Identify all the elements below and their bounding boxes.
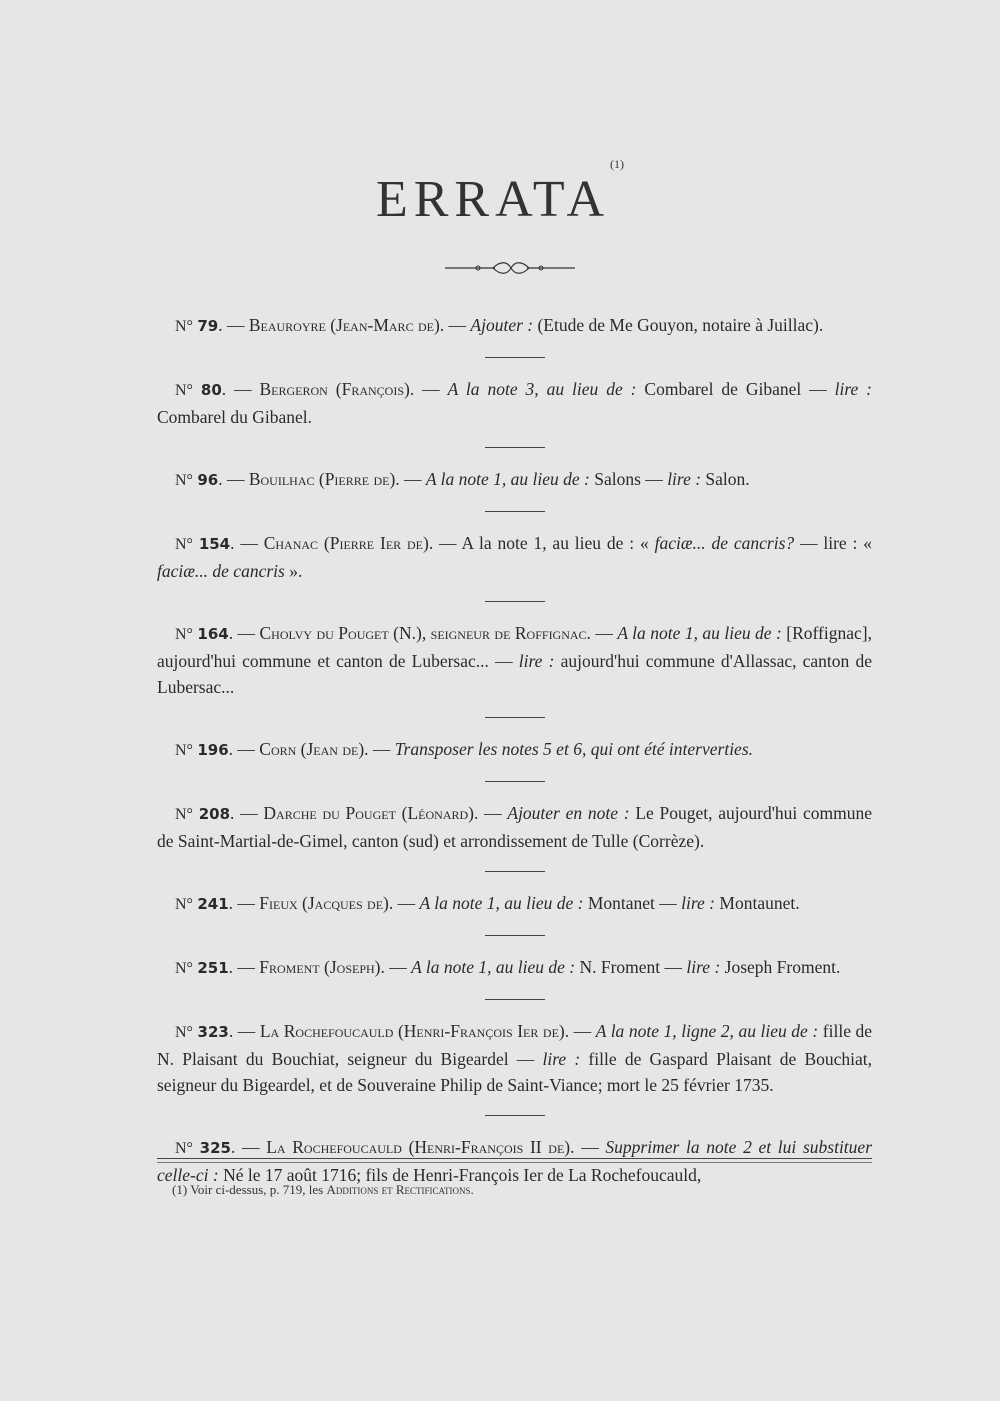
entry-name: . — Bouilhac (Pierre de). bbox=[218, 469, 400, 489]
footnote bbox=[172, 1182, 872, 1198]
entry-number-prefix: N° bbox=[175, 536, 193, 553]
entry-text: — bbox=[368, 739, 395, 759]
entry-text: — bbox=[569, 1021, 596, 1041]
entry-text: Montaunet. bbox=[715, 893, 800, 913]
entry-instruction: Transposer les notes 5 et 6, qui ont été interverties. bbox=[394, 739, 754, 759]
entry-name: . — Froment (Joseph). bbox=[228, 957, 385, 977]
entry-name: . — Cholvy du Pouget (N.), seigneur de Roffignac. bbox=[228, 623, 591, 643]
entry-instruction: Ajouter : bbox=[470, 315, 534, 335]
entry-number-prefix: N° bbox=[175, 960, 193, 977]
footnote-text: Voir ci-dessus, p. 719, les bbox=[190, 1182, 324, 1197]
footnote-smallcaps: Additions et Rectifications. bbox=[326, 1182, 474, 1197]
entry-number-prefix: N° bbox=[175, 1140, 193, 1157]
errata-entry bbox=[157, 954, 872, 982]
entry-separator bbox=[485, 601, 545, 602]
entry-number: 164 bbox=[197, 625, 229, 643]
errata-entry bbox=[157, 376, 872, 430]
entry-instruction: lire : bbox=[542, 1049, 581, 1069]
entry-instruction: A la note 1, au lieu de : bbox=[411, 957, 576, 977]
entry-number-prefix: N° bbox=[175, 382, 193, 399]
entry-text: Joseph Froment. bbox=[720, 957, 841, 977]
entry-separator bbox=[485, 935, 545, 936]
entry-instruction: lire : bbox=[686, 957, 721, 977]
entry-text: — bbox=[414, 379, 448, 399]
entry-indent bbox=[157, 739, 175, 759]
entry-indent bbox=[157, 1021, 175, 1041]
entry-indent bbox=[157, 315, 175, 335]
errata-entry bbox=[157, 1134, 872, 1188]
entry-text: — bbox=[393, 893, 420, 913]
entry-text: — bbox=[590, 623, 618, 643]
entry-indent bbox=[157, 893, 175, 913]
entry-number-prefix: N° bbox=[175, 472, 193, 489]
entry-instruction: faciæ... de cancris? bbox=[654, 533, 795, 553]
entry-text: fille de N. Plaisant du Bouchiat, seigneur du Bigeardel — bbox=[157, 1021, 873, 1069]
entry-separator bbox=[485, 447, 545, 448]
entry-indent bbox=[157, 623, 175, 643]
entry-number: 79 bbox=[197, 317, 219, 335]
entry-text: — bbox=[399, 469, 426, 489]
entry-instruction: faciæ... de cancris bbox=[157, 561, 285, 581]
entry-text: aujourd'hui commune d'Allassac, canton de Lubersac... bbox=[157, 651, 872, 697]
errata-entry bbox=[157, 466, 872, 494]
entry-indent bbox=[157, 1137, 175, 1157]
entry-separator bbox=[485, 871, 545, 872]
entry-number-prefix: N° bbox=[175, 318, 193, 335]
entry-text: — bbox=[384, 957, 412, 977]
entry-separator bbox=[485, 717, 545, 718]
errata-entry bbox=[157, 530, 872, 584]
entry-text: — bbox=[574, 1137, 606, 1157]
entry-name: . — Fieux (Jacques de). bbox=[228, 893, 394, 913]
entry-text: Le Pouget, aujourd'hui commune de Saint-Martial-de-Gimel, canton (sud) et arrondissement de Tulle (Corrèze). bbox=[157, 803, 873, 851]
entry-text: ». bbox=[284, 561, 303, 581]
entry-instruction: lire : bbox=[667, 469, 702, 489]
entry-instruction: A la note 1, au lieu de : bbox=[617, 623, 782, 643]
entry-text: — bbox=[478, 803, 508, 823]
entry-separator bbox=[485, 1115, 545, 1116]
entry-name: . — Beauroyre (Jean-Marc de). bbox=[218, 315, 445, 335]
entry-number: 96 bbox=[197, 471, 219, 489]
entry-instruction: Ajouter en note : bbox=[507, 803, 630, 823]
title-note-marker: (1) bbox=[610, 156, 625, 171]
entry-number: 80 bbox=[200, 381, 222, 399]
entry-separator bbox=[485, 999, 545, 1000]
entry-indent bbox=[157, 533, 175, 553]
entry-text: (Etude de Me Gouyon, notaire à Juillac). bbox=[533, 315, 824, 335]
title-text: ERRATA bbox=[375, 171, 611, 228]
entry-name: . — Bergeron (François). bbox=[221, 379, 415, 399]
entry-text: N. Froment — bbox=[575, 957, 687, 977]
entry-text: Combarel du Gibanel. bbox=[157, 407, 313, 427]
errata-entry bbox=[157, 312, 872, 340]
entry-name: . — La Rochefoucauld (Henri-François II de). bbox=[230, 1137, 575, 1157]
entry-number: 251 bbox=[197, 959, 229, 977]
entry-indent bbox=[157, 803, 175, 823]
entry-instruction: Supprimer la note 2 et lui substituer celle-ci : bbox=[157, 1137, 873, 1185]
entry-number-prefix: N° bbox=[175, 806, 193, 823]
errata-entries bbox=[157, 312, 872, 1188]
entry-indent bbox=[157, 469, 175, 489]
entry-text: Né le 17 août 1716; fils de Henri-François Ier de La Rochefoucauld, bbox=[218, 1165, 702, 1185]
entry-number: 208 bbox=[198, 805, 231, 823]
footnote-rule-secondary bbox=[157, 1162, 872, 1163]
entry-indent bbox=[157, 957, 175, 977]
entry-name: . — Chanac (Pierre Ier de). bbox=[230, 533, 434, 553]
entry-text: — bbox=[444, 315, 471, 335]
entry-number-prefix: N° bbox=[175, 626, 193, 643]
entry-instruction: lire : bbox=[518, 651, 555, 671]
entry-number: 323 bbox=[197, 1023, 229, 1041]
entry-text: — A la note 1, au lieu de : « bbox=[433, 533, 655, 553]
entry-name: . — Corn (Jean de). bbox=[228, 739, 369, 759]
errata-entry bbox=[157, 800, 872, 854]
errata-entry bbox=[157, 736, 872, 764]
entry-number: 154 bbox=[198, 535, 231, 553]
errata-entry bbox=[157, 1018, 872, 1098]
entry-indent bbox=[157, 379, 175, 399]
entry-number: 241 bbox=[197, 895, 229, 913]
entry-text: fille de Gaspard Plaisant de Bouchiat, seigneur du Bigeardel, et de Souveraine Philip de Saint-Viance; mort le 25 février 1735. bbox=[157, 1049, 873, 1095]
entry-instruction: A la note 1, au lieu de : bbox=[419, 893, 584, 913]
entry-number: 325 bbox=[199, 1139, 231, 1157]
entry-text: — lire : « bbox=[794, 533, 872, 553]
entry-text: Combarel de Gibanel — bbox=[636, 379, 835, 399]
entry-text: Montanet — bbox=[583, 893, 682, 913]
entry-text: Salons — bbox=[589, 469, 668, 489]
entry-number: 196 bbox=[197, 741, 229, 759]
entry-instruction: lire : bbox=[681, 893, 716, 913]
entry-instruction: A la note 1, ligne 2, au lieu de : bbox=[595, 1021, 819, 1041]
entry-name: . — La Rochefoucauld (Henri-François Ier de). bbox=[228, 1021, 570, 1041]
entry-separator bbox=[485, 781, 545, 782]
page-title bbox=[0, 156, 1000, 229]
entry-number-prefix: N° bbox=[175, 1024, 193, 1041]
entry-separator bbox=[485, 357, 545, 358]
entry-text: [Roffignac], aujourd'hui commune et canton de Lubersac... — bbox=[157, 623, 872, 671]
entry-name: . — Darche du Pouget (Léonard). bbox=[230, 803, 479, 823]
entry-text: Salon. bbox=[701, 469, 750, 489]
ornament-divider-icon bbox=[445, 258, 575, 278]
entry-separator bbox=[485, 511, 545, 512]
errata-entry bbox=[157, 620, 872, 700]
footnote-marker: (1) bbox=[172, 1182, 188, 1197]
entry-instruction: A la note 3, au lieu de : bbox=[447, 379, 637, 399]
entry-number-prefix: N° bbox=[175, 896, 193, 913]
entry-instruction: lire : bbox=[834, 379, 873, 399]
entry-number-prefix: N° bbox=[175, 742, 193, 759]
errata-entry bbox=[157, 890, 872, 918]
footnote-rule bbox=[157, 1158, 872, 1159]
entry-instruction: A la note 1, au lieu de : bbox=[425, 469, 590, 489]
